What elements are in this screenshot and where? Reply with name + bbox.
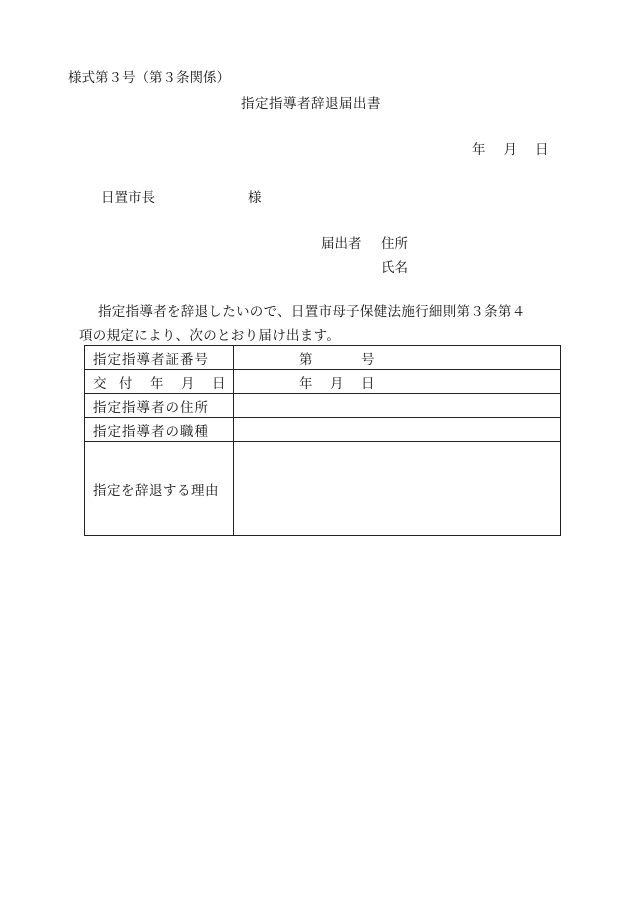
body-text: [68, 300, 568, 348]
addressee-name: 日置市長: [101, 190, 155, 206]
issue-date-label-char-3: 年: [150, 375, 168, 392]
instructor-address-field[interactable]: [234, 394, 561, 418]
date-month-label: 月: [503, 142, 517, 158]
issue-date-label-char-1: 交: [93, 375, 111, 392]
table-row: [85, 346, 561, 370]
issue-date-field[interactable]: [234, 370, 561, 394]
issue-date-label-char-5: 日: [212, 375, 230, 392]
issue-date-year-label: 年: [299, 375, 313, 392]
withdrawal-reason-field[interactable]: [234, 442, 561, 536]
body-text-line-1: 指定指導者を辞退したいので、日置市母子保健法施行細則第３条第４: [98, 304, 526, 320]
document-title: 指定指導者辞退届出書: [241, 96, 381, 112]
body-text-line-2: 項の規定により、次のとおり届け出ます。: [79, 328, 341, 344]
date-day-label: 日: [535, 142, 549, 158]
form-table: [84, 345, 561, 536]
date-year-label: 年: [472, 142, 486, 158]
table-row: [85, 370, 561, 394]
submitter-address-label: 住所: [381, 236, 408, 252]
row-label-instructor-address: 指定指導者の住所: [85, 394, 234, 418]
certificate-number-prefix: 第: [299, 351, 313, 368]
submitter-label: 届出者: [321, 236, 362, 252]
row-label-withdrawal-reason: 指定を辞退する理由: [85, 442, 234, 536]
addressee-honorific: 様: [248, 190, 262, 206]
instructor-occupation-field[interactable]: [234, 418, 561, 442]
row-label-issue-date: [85, 370, 234, 394]
issue-date-day-label: 日: [361, 375, 375, 392]
row-label-certificate-number: 指定指導者証番号: [85, 346, 234, 370]
certificate-number-suffix: 号: [361, 351, 375, 368]
issue-date-label-char-2: 付: [119, 375, 137, 392]
table-row: [85, 394, 561, 418]
row-label-instructor-occupation: 指定指導者の職種: [85, 418, 234, 442]
issue-date-label-char-4: 月: [181, 375, 199, 392]
date-line: [472, 138, 549, 158]
form-number: 様式第３号（第３条関係）: [68, 70, 230, 86]
certificate-number-field[interactable]: [234, 346, 561, 370]
table-row: [85, 442, 561, 536]
table-row: [85, 418, 561, 442]
issue-date-month-label: 月: [330, 375, 344, 392]
submitter-name-label: 氏名: [381, 260, 408, 276]
